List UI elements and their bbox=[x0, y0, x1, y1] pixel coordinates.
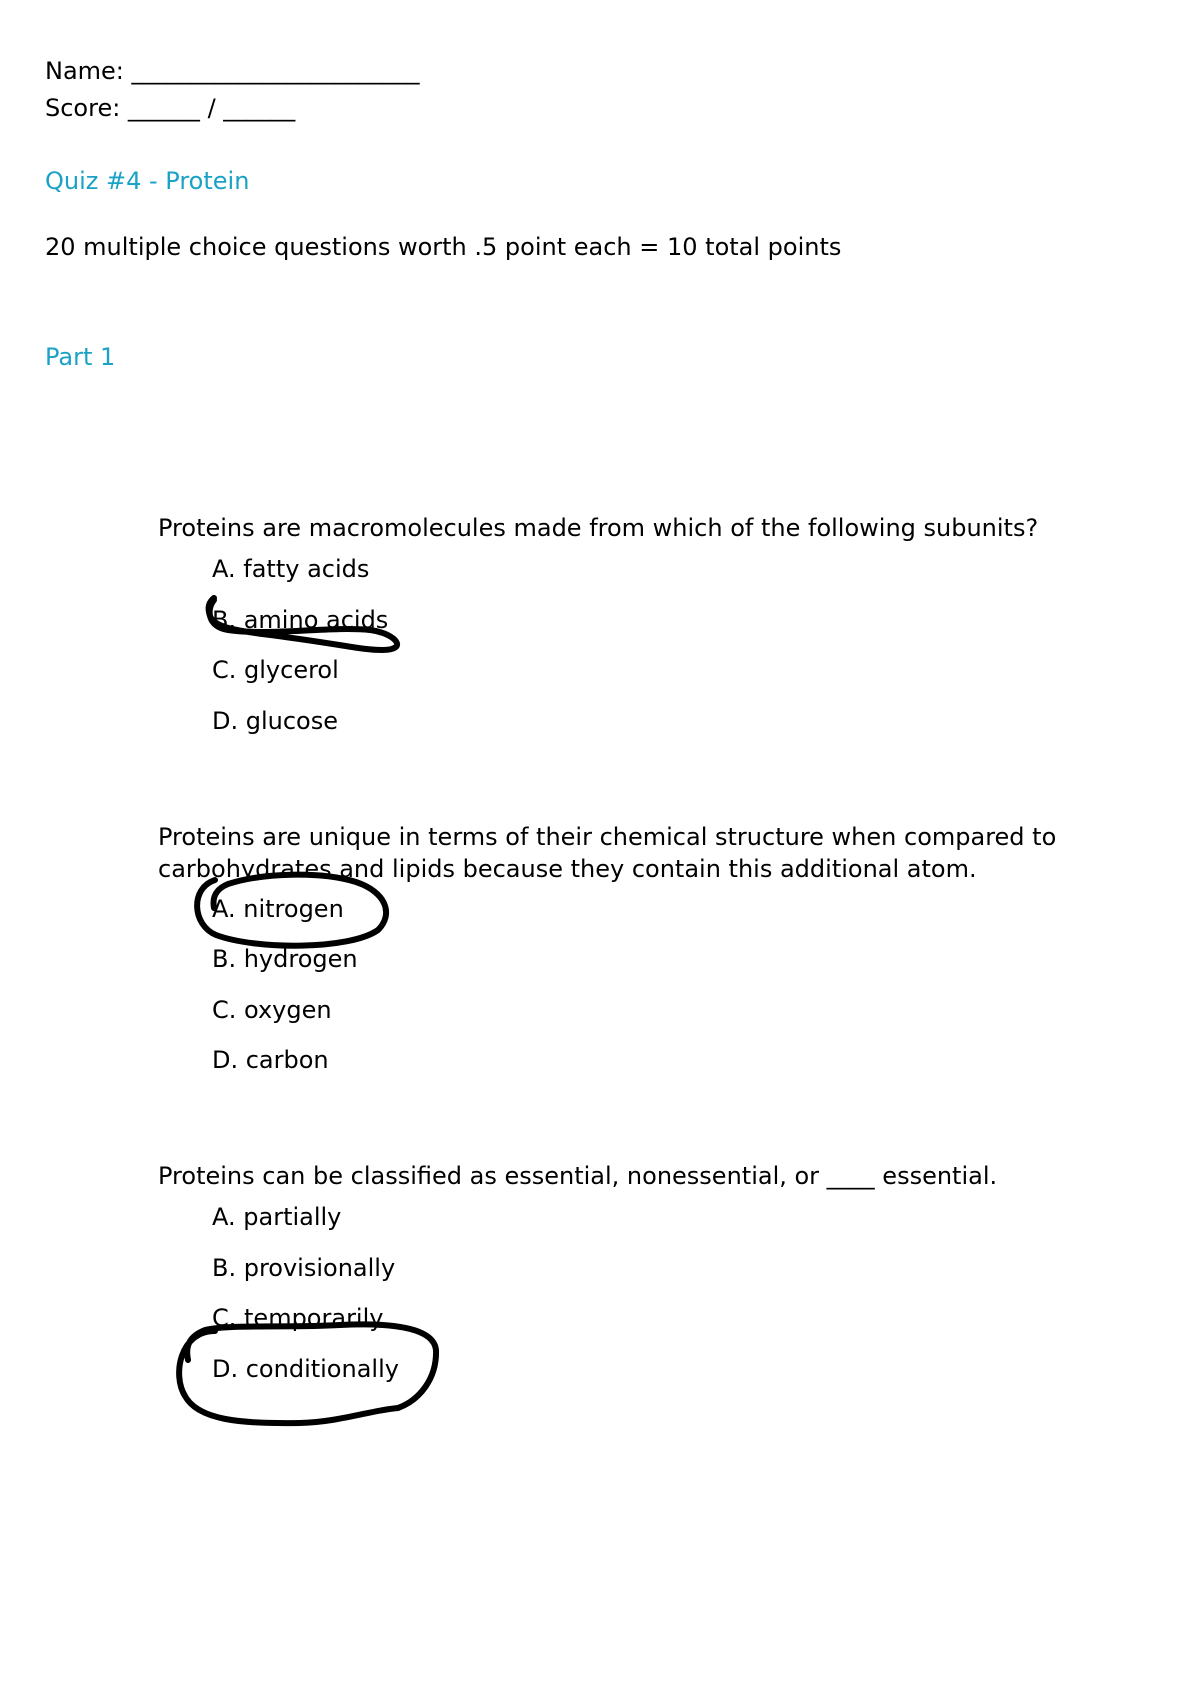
question-3-text: Proteins can be classified as essential, nonessential, or ____ essential. bbox=[158, 1162, 998, 1190]
question-1-option-b: B. amino acids bbox=[212, 606, 389, 634]
question-3-option-d: D. conditionally bbox=[212, 1355, 399, 1383]
question-3-option-b: B. provisionally bbox=[212, 1254, 396, 1282]
quiz-title: Quiz #4 - Protein bbox=[45, 167, 250, 195]
part-label: Part 1 bbox=[45, 343, 116, 371]
question-1-option-d: D. glucose bbox=[212, 707, 338, 735]
question-2-option-b: B. hydrogen bbox=[212, 945, 358, 973]
question-2-option-a: A. nitrogen bbox=[212, 895, 344, 923]
question-2-option-c: C. oxygen bbox=[212, 996, 332, 1024]
score-field: Score: ______ / ______ bbox=[45, 94, 296, 122]
question-2-option-d: D. carbon bbox=[212, 1046, 329, 1074]
question-1-option-a: A. fatty acids bbox=[212, 555, 370, 583]
question-3-option-a: A. partially bbox=[212, 1203, 342, 1231]
question-3-option-c: C. temporarily bbox=[212, 1304, 384, 1332]
question-2-text-line-2: carbohydrates and lipids because they contain this additional atom. bbox=[158, 855, 977, 883]
question-2-text-line-1: Proteins are unique in terms of their chemical structure when compared to bbox=[158, 823, 1057, 851]
name-field: Name: ________________________ bbox=[45, 57, 420, 85]
question-1-option-c: C. glycerol bbox=[212, 656, 339, 684]
quiz-description: 20 multiple choice questions worth .5 point each = 10 total points bbox=[45, 233, 842, 261]
question-1-text: Proteins are macromolecules made from which of the following subunits? bbox=[158, 514, 1039, 542]
